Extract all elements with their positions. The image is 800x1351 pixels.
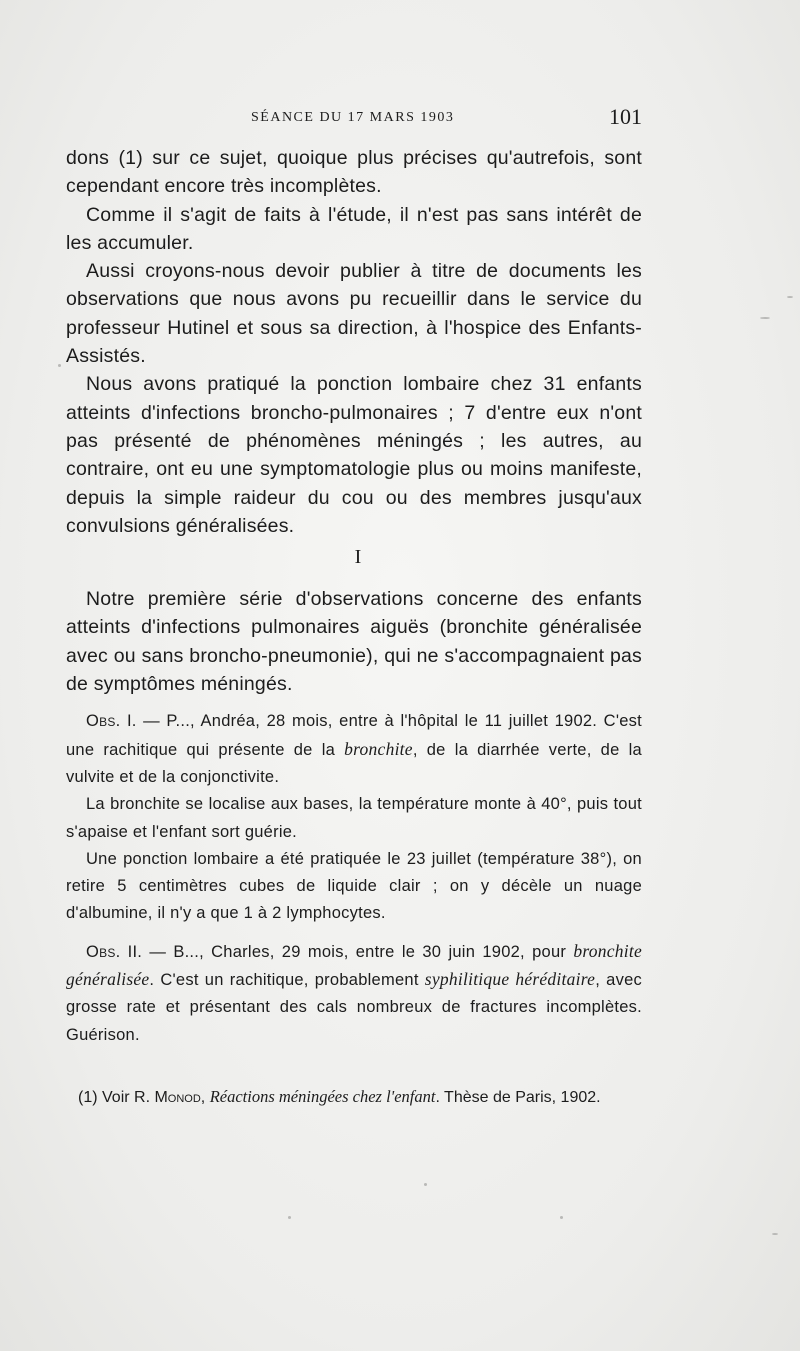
obs-2-italic-2: syphilitique héréditaire (424, 969, 596, 990)
paper-speck (424, 1183, 427, 1186)
footnote-rest: . Thèse de Paris, 1902. (435, 1088, 601, 1106)
section-intro: Notre première série d'observations concerne des enfants atteints d'infections pulmonaires aiguës (bronchite généralisée avec ou sans broncho-pneumonie), qui ne s'accompagnaient pas de symptômes méningés. (66, 588, 642, 696)
obs-1-italic: bronchite (344, 738, 413, 759)
observation-1-para-2: La bronchite se localise aux bases, la température monte à 40°, puis tout s'apaise et l'enfant sort guérie. (66, 795, 642, 841)
footnote-author: Monod (154, 1088, 201, 1106)
paper-speck (760, 317, 770, 319)
paper-speck (787, 296, 793, 298)
running-title: SÉANCE DU 17 MARS 1903 (251, 110, 455, 125)
obs-1-heading: — P..., Andréa, 28 mois, entre à l'hôpital le 11 juillet 1902. C'est une rachitique qui présente de la (66, 712, 642, 759)
footnote (66, 1087, 642, 1107)
section-heading: I (354, 546, 362, 569)
obs-2-part-1: — B..., Charles, 29 mois, entre le 30 juin 1902, pour (142, 942, 574, 961)
footnote-title: Réactions méningées chez l'enfant (209, 1086, 436, 1106)
paragraph-4: Nous avons pratiqué la ponction lombaire chez 31 enfants atteints d'infections broncho-pulmonaires ; 7 d'entre eux n'ont pas présenté de phénomènes méningés ; les autres, au contraire, ont eu une symptomatologie plus ou moins manifeste, depuis la simple raideur du cou ou des membres jusqu'aux convulsions généralisées. (66, 373, 642, 537)
paper-speck (560, 1216, 563, 1219)
paragraph-2: Comme il s'agit de faits à l'étude, il n'est pas sans intérêt de les accumuler. (66, 203, 642, 254)
paper-speck (288, 1216, 291, 1219)
obs-1-label: Obs. I. (86, 712, 137, 731)
paper-speck (772, 1233, 778, 1235)
obs-1-tail: , de la diarrhée verte, de la vulvite et de la conjonctivite. (66, 740, 642, 786)
obs-2-italic-1: bronchite généralisée (66, 940, 643, 990)
footnote-sep: , (200, 1088, 210, 1106)
observation-1-para-3: Une ponction lombaire a été pratiquée le 23 juillet (température 38°), on retire 5 centimètres cubes de liquide clair ; on y décèle un nuage d'albumine, il n'y a que 1 à 2 lymphocytes. (66, 849, 642, 923)
paper-speck (58, 364, 61, 367)
obs-2-label: Obs. II. (86, 942, 143, 961)
obs-2-part-2: . C'est un rachitique, probablement (149, 971, 425, 990)
page-number: 101 (609, 104, 642, 129)
body-text (66, 144, 642, 1107)
observation-1 (66, 708, 642, 791)
paragraph-3: Aussi croyons-nous devoir publier à titre de documents les observations que nous avons pu recueillir dans le service du professeur Hutinel et sous sa direction, à l'hospice des Enfants-Assistés. (66, 260, 642, 368)
page-header (66, 104, 642, 134)
obs-2-part-3: , avec grosse rate et présentant des cals nombreux de fractures incomplètes. Guérison. (66, 971, 643, 1044)
observation-2 (66, 938, 642, 1049)
paragraph-1: dons (1) sur ce sujet, quoique plus précises qu'autrefois, sont cependant encore très incomplètes. (66, 147, 642, 198)
footnote-marker: (1) Voir R. (78, 1088, 155, 1106)
